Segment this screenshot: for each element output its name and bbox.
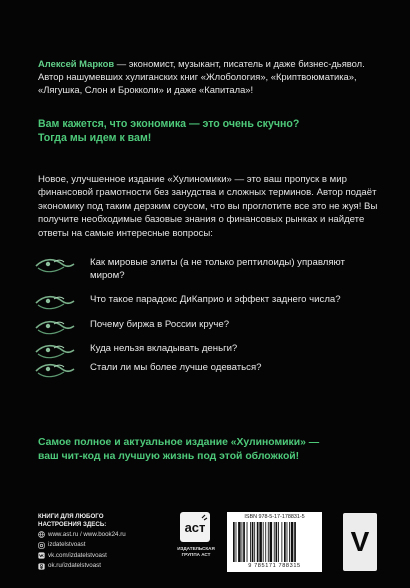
ornament-icon [34, 318, 76, 338]
barcode-bar [236, 522, 237, 562]
barcode-bar [247, 522, 248, 562]
barcode-bar [243, 522, 245, 562]
tagline [38, 117, 378, 145]
vk-icon [38, 552, 45, 559]
tagline-line-1: Вам кажется, что экономика — это очень скучно? [38, 118, 300, 130]
barcode-bar [238, 522, 241, 562]
question-text: Стали ли мы более лучше одеваться? [90, 362, 262, 373]
closing-slogan [38, 436, 383, 464]
contacts-block [38, 513, 168, 570]
intro-paragraph: Новое, улучшенное издание «Хулиномики» — это ваш пропуск в мир финансовой грамотности без занудства и сложных терминов. Автор подаёт экономику под таким дерзким соусом, что вы проглотите все это не жуя! Вы получите необходимые базовые знания о финансовых рынках и найдете ответы на самые интересные вопросы: [38, 174, 378, 239]
ast-logo [180, 512, 210, 542]
barcode-bar [268, 522, 269, 562]
author-bio-text: — экономист, музыкант, писатель и даже бизнес-дьявол. Автор нашумевших хулиганских книг «Жлобология», «Криптвоюматика», «Лягушка, Слон и Брокколи» и даже «Капитала»! [38, 58, 365, 95]
barcode-bar [257, 522, 259, 562]
contact-instagram-text: izdatelstvoast [48, 541, 86, 549]
imprint-logo [343, 513, 377, 571]
closing-slogan-line-2: ваш чит-код на лучшую жизнь под этой обложкой! [38, 451, 300, 462]
question-text: Как мировые элиты (а не только рептилоиды) управляют миром? [90, 257, 345, 281]
contact-vk[interactable] [38, 552, 168, 560]
globe-icon [38, 531, 45, 538]
barcode-bar [287, 522, 288, 562]
barcode-bar [270, 522, 273, 562]
barcode-number: 9 785171 788315 [248, 563, 301, 569]
contact-ok-text: ok.ru/izdatelstvoast [48, 562, 101, 570]
contact-instagram[interactable] [38, 541, 168, 549]
author-name: Алексей Марков [38, 58, 115, 69]
author-bio [38, 57, 378, 96]
odnoklassniki-icon [38, 563, 45, 570]
barcode-bar [276, 522, 278, 562]
contacts-heading-line-2: НАСТРОЕНИЯ ЗДЕСЬ: [38, 520, 107, 528]
barcode-bar [278, 522, 279, 562]
ornament-icon [34, 342, 76, 362]
instagram-icon [38, 542, 45, 549]
contact-web-text: www.ast.ru / www.book24.ru [48, 530, 126, 538]
publisher-name [176, 546, 216, 557]
barcode-bar [294, 522, 296, 562]
barcode-bar [250, 522, 251, 562]
barcode-bar [252, 522, 254, 562]
publisher-name-line-1: ИЗДАТЕЛЬСКАЯ [177, 546, 215, 551]
barcode-bar [291, 522, 294, 562]
barcode-bar [284, 522, 286, 562]
question-text: Куда нельзя вкладывать деньги? [90, 343, 238, 354]
publisher-name-line-2: ГРУППА АСТ [181, 551, 211, 557]
isbn-text: ISBN 978-5-17-178831-5 [244, 514, 305, 520]
contacts-heading-line-1: КНИГИ ДЛЯ ЛЮБОГО [38, 513, 104, 520]
ornament-icon [34, 256, 76, 276]
barcode-bar [254, 522, 255, 562]
barcode-bar [242, 522, 243, 562]
ast-logo-mark [180, 512, 210, 542]
barcode-bars [232, 522, 317, 562]
barcode-bar [289, 522, 290, 562]
imprint-logo-letter: V [350, 526, 370, 557]
contact-vk-text: vk.com/izdatelstvoast [48, 551, 107, 559]
tagline-line-2: Тогда мы идем к вам! [38, 132, 152, 144]
question-text: Почему биржа в России круче? [90, 319, 230, 330]
publisher-logo [176, 512, 216, 570]
ast-logo-text: аст [184, 520, 206, 535]
ornament-icon [34, 361, 76, 381]
ornament-icon [34, 293, 76, 313]
barcode [227, 512, 322, 572]
contact-ok[interactable] [38, 562, 168, 570]
barcode-bar [281, 522, 282, 562]
barcode-bar [263, 522, 264, 562]
barcode-bar [233, 522, 235, 562]
barcode-bar [259, 522, 262, 562]
barcode-bar [265, 522, 266, 562]
contact-web[interactable] [38, 531, 168, 539]
closing-slogan-line-1: Самое полное и актуальное издание «Хулиномики» — [38, 437, 320, 448]
barcode-bar [274, 522, 275, 562]
question-text: Что такое парадокс ДиКаприо и эффект заднего числа? [90, 294, 341, 305]
